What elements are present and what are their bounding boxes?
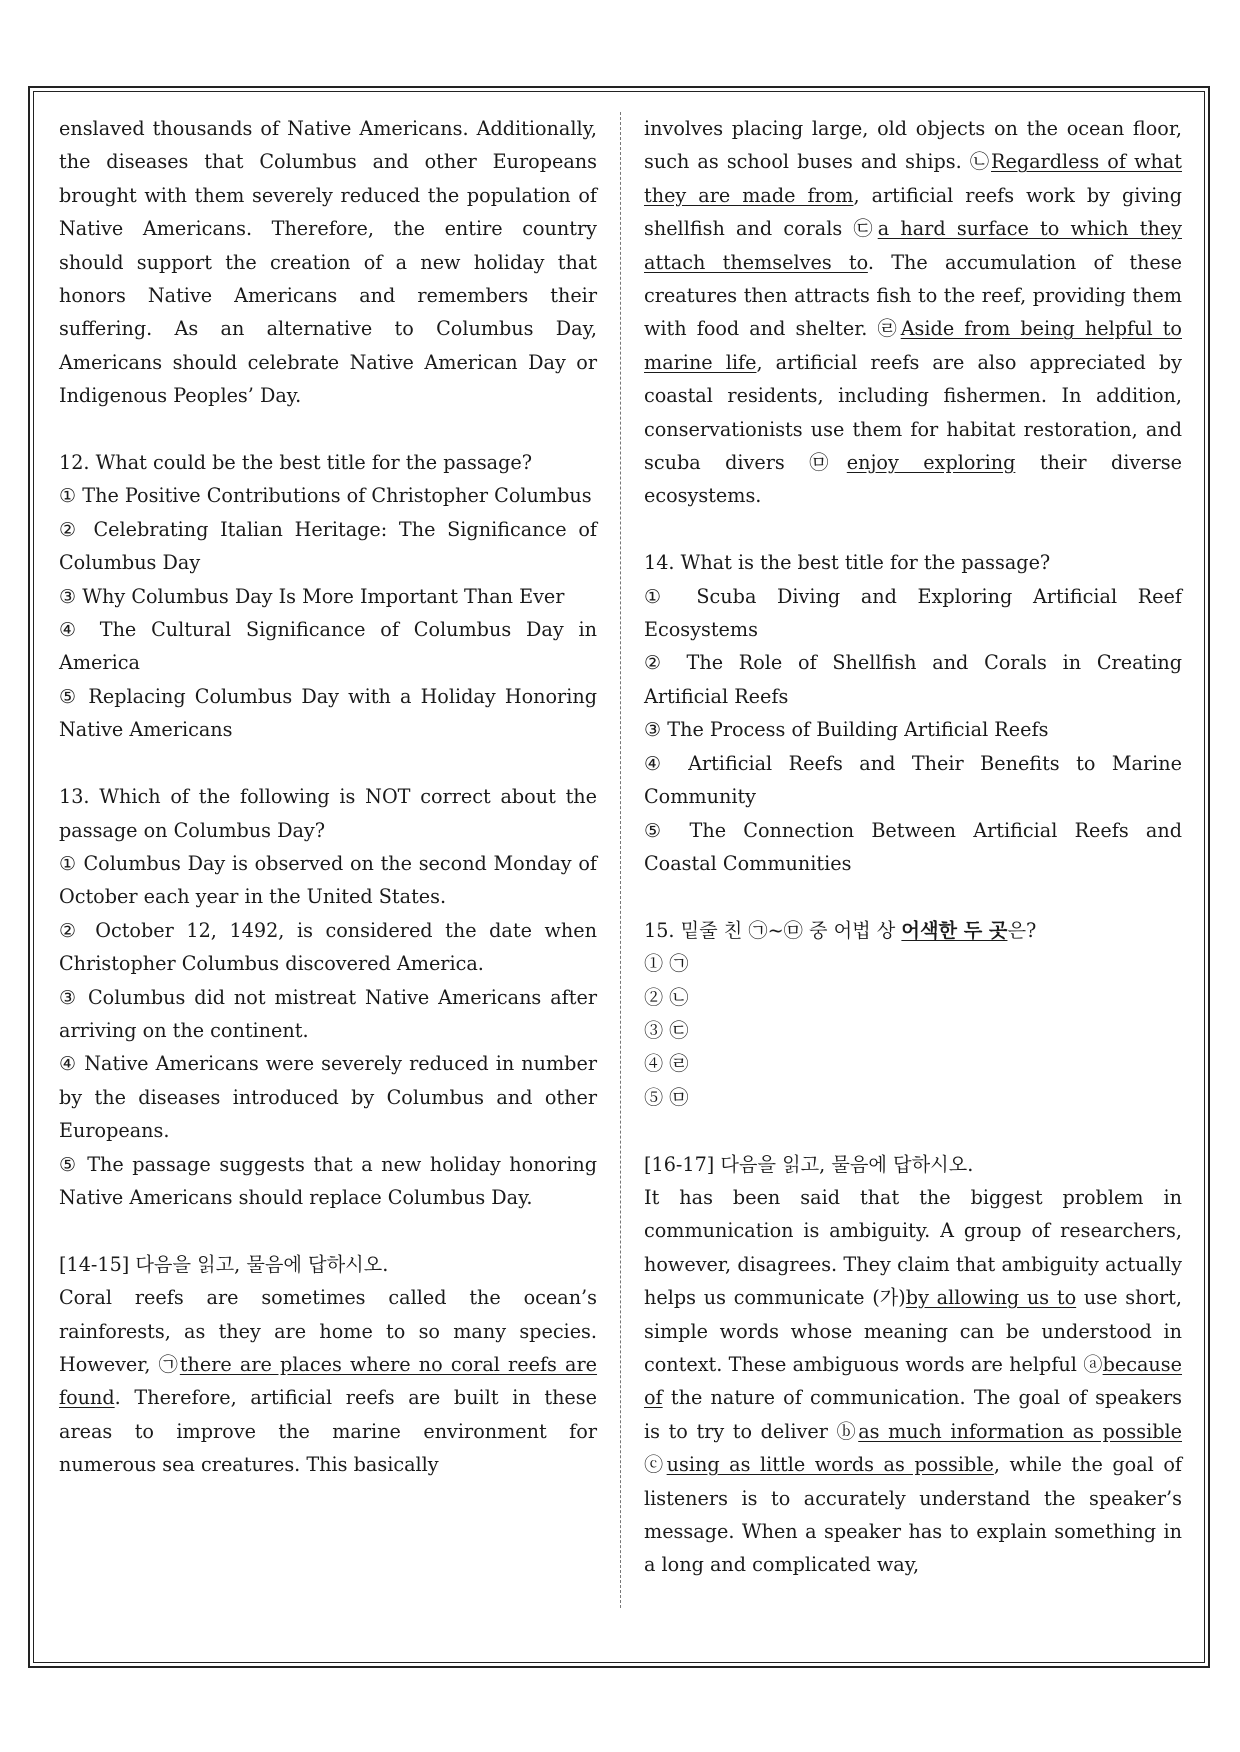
q14-option-1: ① Scuba Diving and Exploring Artificial Reef Ecosystems xyxy=(644,584,1182,642)
underline-mieum: enjoy exploring xyxy=(846,451,1016,475)
q12-question: 12. What could be the best title for the passage? xyxy=(59,451,533,475)
q15-option-3: ③ ㉢ xyxy=(644,1018,689,1042)
q15-option-5: ⑤ ㉤ xyxy=(644,1085,689,1109)
q15-option-2: ② ㉡ xyxy=(644,985,689,1009)
underline-nieun: Regardless of what they are made from xyxy=(644,150,1182,207)
column-divider xyxy=(620,112,621,1608)
q14-option-2: ② The Role of Shellfish and Corals in Creating Artificial Reefs xyxy=(644,651,1182,708)
q14-option-5: ⑤ The Connection Between Artificial Reefs and Coastal Communities xyxy=(644,818,1182,875)
underline-circled-b: as much information as possible xyxy=(858,1419,1182,1443)
q14-option-4: ④ Artificial Reefs and Their Benefits to Marine Community xyxy=(644,751,1182,809)
instruction-14-15: [14-15] 다음을 읽고, 물음에 답하시오. xyxy=(59,1252,389,1276)
q13-option-3: ③ Columbus did not mistreat Native Americans after arriving on the continent. xyxy=(59,985,597,1042)
q12-option-3: ③ Why Columbus Day Is More Important Than Ever xyxy=(59,584,565,608)
q15-option-4: ④ ㉣ xyxy=(644,1052,689,1076)
left-column xyxy=(59,112,597,1482)
marker-giyeok: ㉠ xyxy=(158,1352,180,1376)
instruction-16-17: [16-17] 다음을 읽고, 물음에 답하시오. xyxy=(644,1152,974,1176)
q15-option-1: ① ㉠ xyxy=(644,952,689,976)
q14-question: 14. What is the best title for the passage? xyxy=(644,551,1051,575)
marker-circled-a: ⓐ xyxy=(1083,1352,1103,1376)
marker-digeut: ㉢ xyxy=(853,217,878,241)
marker-mieum: ㉤ xyxy=(809,451,847,475)
passage-columbus-end: enslaved thousands of Native Americans. Additionally, the diseases that Columbus and other Europeans brought with them severely reduced the population of Native Americans. Therefore, the entire country should support the creation of a new holiday that honors Native Americans and remembers their suffering. As an alternative to Columbus Day, Americans should celebrate Native American Day or Indigenous Peoples’ Day. xyxy=(59,117,597,408)
q14-option-3: ③ The Process of Building Artificial Reefs xyxy=(644,718,1049,742)
underline-circled-a: because of xyxy=(644,1352,1182,1410)
marker-ga: (가) xyxy=(872,1286,906,1310)
marker-nieun: ㉡ xyxy=(969,150,992,174)
marker-circled-c: ⓒ xyxy=(644,1453,667,1477)
q15-question: 15. 밑줄 친 ㉠~㉤ 중 어법 상 어색한 두 곳은? xyxy=(644,918,1037,942)
underline-circled-c: using as little words as possible xyxy=(666,1453,994,1477)
marker-circled-b: ⓑ xyxy=(836,1419,859,1443)
q13-option-5: ⑤ The passage suggests that a new holiday honoring Native Americans should replace Columbus Day. xyxy=(59,1152,597,1209)
q12-option-4: ④ The Cultural Significance of Columbus Day in America xyxy=(59,618,597,675)
underline-giyeok: there are places where no coral reefs are found xyxy=(59,1352,598,1410)
underline-ga: by allowing us to xyxy=(905,1286,1077,1310)
passage-communication: It has been said that the biggest problem in communication is ambiguity. A group of researchers, however, disagrees. They claim that ambiguity actually helps us communicate (가)by allowing us to use short, simple words whose meaning can be understood in context. These ambiguous words are helpful ⓐbecause of the nature of communication. The goal of speakers is to try to deliver ⓑas much information as possible ⓒusing as little words as possible, while the goal of listeners is to accurately understand the speaker’s message. When a speaker has to explain something in a long and complicated way, xyxy=(644,1185,1183,1577)
underline-digeut: a hard surface to which they attach themselves to xyxy=(644,217,1182,274)
marker-rieul: ㉣ xyxy=(877,317,901,341)
q15-emphasis: 어색한 두 곳 xyxy=(901,918,1008,942)
right-column xyxy=(644,112,1182,1582)
underline-rieul: Aside from being helpful to marine life xyxy=(644,317,1182,374)
q12-option-2: ② Celebrating Italian Heritage: The Significance of Columbus Day xyxy=(59,517,597,575)
q13-option-1: ① Columbus Day is observed on the second Monday of October each year in the United States. xyxy=(59,851,597,909)
q13-question: 13. Which of the following is NOT correct about the passage on Columbus Day? xyxy=(59,785,597,842)
q12-option-1: ① The Positive Contributions of Christopher Columbus xyxy=(59,484,592,508)
passage-reef-continued: involves placing large, old objects on the ocean floor, such as school buses and ships. ㉡Regardless of what they are made from, artificial reefs work by giving shellfish and corals ㉢a hard surface to which they attach themselves to. The accumulation of these creatures then attracts fish to the reef, providing them with food and shelter. ㉣Aside from being helpful to marine life, artificial reefs are also appreciated by coastal residents, including fishermen. In addition, conservationists use them for habitat restoration, and scuba divers ㉤enjoy exploring their diverse ecosystems. xyxy=(644,117,1183,508)
q12-option-5: ⑤ Replacing Columbus Day with a Holiday Honoring Native Americans xyxy=(59,684,597,742)
passage-reef-start: Coral reefs are sometimes called the ocean’s rainforests, as they are home to so many species. However, ㉠there are places where no coral reefs are found. Therefore, artificial reefs are built in these areas to improve the marine environment for numerous sea creatures. This basically xyxy=(59,1286,598,1477)
q13-option-4: ④ Native Americans were severely reduced in number by the diseases introduced by Columbus and other Europeans. xyxy=(59,1052,597,1143)
q13-option-2: ② October 12, 1492, is considered the date when Christopher Columbus discovered America. xyxy=(59,918,597,976)
